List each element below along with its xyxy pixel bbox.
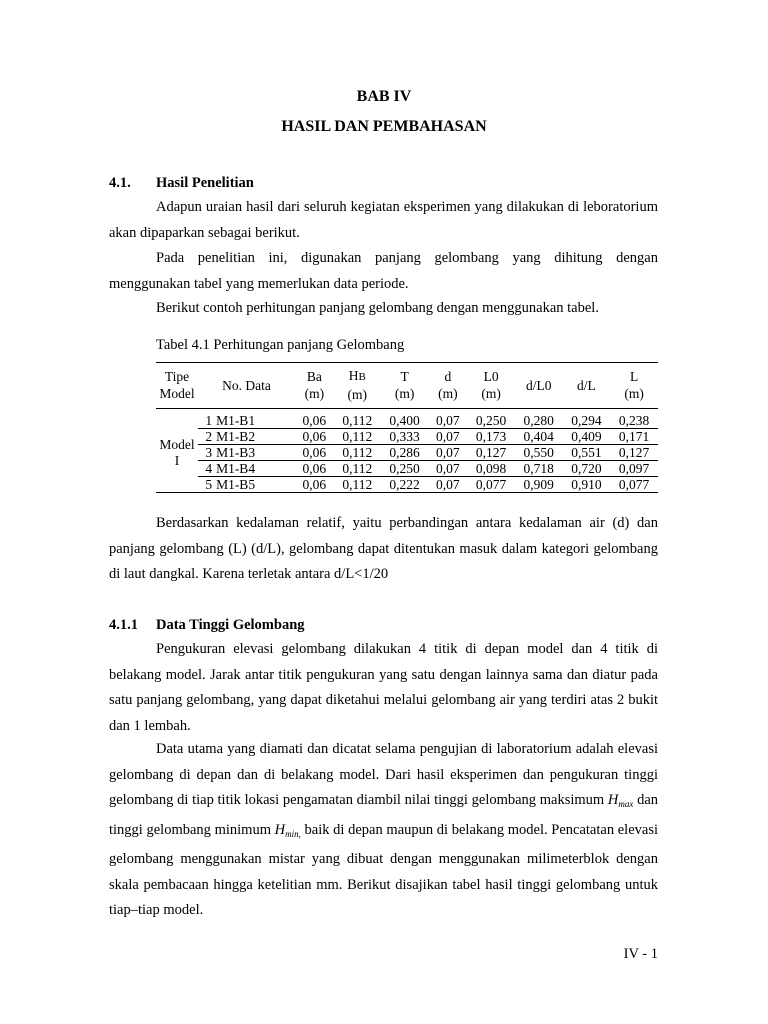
cell-d: 0,07 — [428, 429, 467, 445]
cell-t: 0,222 — [381, 477, 429, 493]
section-number: 4.1.1 — [109, 617, 138, 633]
cell-l0: 0,173 — [467, 429, 515, 445]
cell-d: 0,07 — [428, 477, 467, 493]
row-data-id: M1-B4 — [214, 461, 295, 477]
header-ba: Ba (m) — [295, 363, 334, 409]
cell-d: 0,07 — [428, 445, 467, 461]
cell-d-l: 0,294 — [563, 409, 611, 429]
cell-d-l0: 0,550 — [515, 445, 563, 461]
header-d-l0: d/L0 — [515, 363, 563, 409]
table-header-row — [156, 363, 658, 409]
paragraph-measurement: Pengukuran elevasi gelombang dilakukan 4 titik di depan model dan 4 titik di belakang model. Jarak antar titik pengukuran yang satu dengan lainnya sama dan diatur pada satu panjang gelombang, yang dapat diketahui melalui gelombang air yang terdiri atas 2 bukit dan 1 lembah. — [109, 641, 658, 734]
section-title: Data Tinggi Gelombang — [156, 617, 305, 633]
table-caption: Tabel 4.1 Perhitungan panjang Gelombang — [156, 337, 405, 353]
model-label: Model I — [156, 409, 198, 493]
header-l0: L0 (m) — [467, 363, 515, 409]
cell-ba: 0,06 — [295, 429, 334, 445]
cell-d-l: 0,720 — [563, 461, 611, 477]
table-row — [156, 409, 658, 429]
paragraph-example: Berikut contoh perhitungan panjang gelombang dengan menggunakan tabel. — [156, 300, 599, 316]
table-row — [156, 461, 658, 477]
row-data-id: M1-B5 — [214, 477, 295, 493]
cell-d-l: 0,910 — [563, 477, 611, 493]
cell-t: 0,250 — [381, 461, 429, 477]
h-min-symbol: $H_{min,}$ — [274, 821, 301, 839]
cell-hb: 0,112 — [334, 409, 381, 429]
cell-hb: 0,112 — [334, 461, 381, 477]
table-row — [156, 445, 658, 461]
row-data-id: M1-B1 — [214, 409, 295, 429]
header-d-l: d/L — [563, 363, 611, 409]
cell-l: 0,097 — [610, 461, 658, 477]
row-number: 3 — [198, 445, 214, 461]
section-title: Hasil Penelitian — [156, 175, 254, 191]
chapter-number: BAB IV — [356, 88, 412, 105]
cell-l0: 0,098 — [467, 461, 515, 477]
cell-hb: 0,112 — [334, 477, 381, 493]
cell-d-l: 0,409 — [563, 429, 611, 445]
header-t: T (m) — [381, 363, 429, 409]
table-row — [156, 477, 658, 493]
cell-hb: 0,112 — [334, 429, 381, 445]
section-heading-4-1-1 — [109, 617, 305, 634]
page-number: IV - 1 — [623, 946, 658, 962]
wave-length-table — [156, 362, 658, 493]
row-number: 5 — [198, 477, 214, 493]
header-l: L (m) — [610, 363, 658, 409]
row-number: 1 — [198, 409, 214, 429]
header-tipe-model: Tipe Model — [156, 363, 198, 409]
row-data-id: M1-B2 — [214, 429, 295, 445]
header-no-data: No. Data — [198, 363, 295, 409]
paragraph-intro: Adapun uraian hasil dari seluruh kegiatan eksperimen yang dilakukan di leboratorium akan dipaparkan sebagai berikut. — [109, 199, 658, 241]
cell-d-l0: 0,909 — [515, 477, 563, 493]
cell-ba: 0,06 — [295, 445, 334, 461]
cell-d-l0: 0,718 — [515, 461, 563, 477]
cell-l0: 0,250 — [467, 409, 515, 429]
paragraph-main-data: Data utama yang diamati dan dicatat selama pengujian di laboratorium adalah elevasi gelombang di depan dan di belakang model. Dari hasil eksperimen dan pengukuran tinggi gelombang di tiap titik lokasi pengamatan diambil nilai tinggi gelombang maksimum $H_{max}$ dan tinggi gelombang minimum $H_{min,}$ baik di depan maupun di belakang model. Pencatatan elevasi gelombang menggunakan mistar yang dibuat dengan menggunakan milimeterblok dengan skala pembacaan hingga ketelitian mm. Berikut disajikan tabel hasil tinggi gelombang untuk tiap–tiap model. — [109, 741, 659, 918]
cell-l: 0,127 — [610, 445, 658, 461]
cell-d: 0,07 — [428, 461, 467, 477]
section-number: 4.1. — [109, 175, 131, 191]
cell-t: 0,333 — [381, 429, 429, 445]
cell-d: 0,07 — [428, 409, 467, 429]
cell-ba: 0,06 — [295, 477, 334, 493]
cell-l: 0,238 — [610, 409, 658, 429]
cell-hb: 0,112 — [334, 445, 381, 461]
cell-l0: 0,077 — [467, 477, 515, 493]
row-number: 2 — [198, 429, 214, 445]
section-heading-4-1 — [109, 175, 254, 192]
paragraph-relative-depth: Berdasarkan kedalaman relatif, yaitu perbandingan antara kedalaman air (d) dan panjang gelombang (L) (d/L), gelombang dapat ditentukan masuk dalam kategori gelombang di laut dangkal. Karena terletak antara d/L<1/20 — [109, 515, 658, 582]
cell-ba: 0,06 — [295, 409, 334, 429]
chapter-title: HASIL DAN PEMBAHASAN — [281, 118, 487, 135]
row-data-id: M1-B3 — [214, 445, 295, 461]
cell-d-l0: 0,280 — [515, 409, 563, 429]
cell-ba: 0,06 — [295, 461, 334, 477]
h-max-symbol: $H_{max}$ — [607, 792, 634, 809]
cell-l0: 0,127 — [467, 445, 515, 461]
header-hb: HB (m) — [334, 363, 381, 409]
cell-t: 0,286 — [381, 445, 429, 461]
table-row — [156, 429, 658, 445]
cell-d-l: 0,551 — [563, 445, 611, 461]
cell-d-l0: 0,404 — [515, 429, 563, 445]
row-number: 4 — [198, 461, 214, 477]
cell-l: 0,077 — [610, 477, 658, 493]
paragraph-method: Pada penelitian ini, digunakan panjang gelombang yang dihitung dengan menggunakan tabel yang memerlukan data periode. — [109, 250, 658, 292]
cell-t: 0,400 — [381, 409, 429, 429]
cell-l: 0,171 — [610, 429, 658, 445]
header-d: d (m) — [428, 363, 467, 409]
